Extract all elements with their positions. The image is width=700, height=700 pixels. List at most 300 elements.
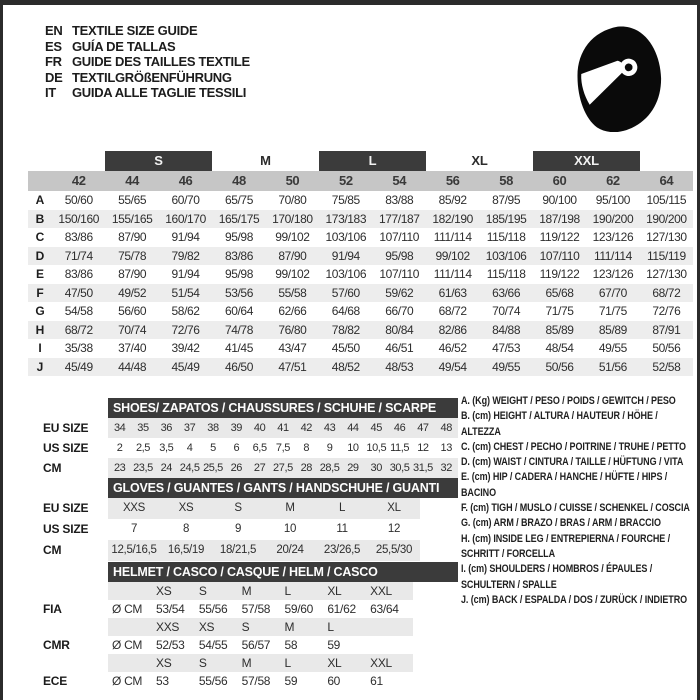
size-cell: 44 [347,422,359,434]
table-row [28,358,693,377]
row-label: D [35,248,45,263]
size-cell: 26 [230,462,243,474]
column-header: 58 [499,173,513,188]
value-cell: 91/94 [171,267,200,281]
value-cell: 95/98 [224,267,253,281]
value-cell: 115/119 [646,248,686,263]
size-group-l: L [319,151,426,171]
size-cell: 38 [207,422,219,434]
value-cell: 91/94 [331,248,360,263]
size-cell: 42 [300,422,312,434]
value-cell: 90/100 [542,193,577,207]
value-cell: 107/110 [539,248,580,263]
column-header: 48 [232,173,246,188]
size-cell: 2 [116,442,123,454]
value-cell: 47/50 [64,285,93,300]
column-header: 46 [178,173,193,188]
value-cell: 185/195 [485,211,527,226]
value-cell: 83/86 [224,248,253,263]
size-cell: 12 [387,523,401,535]
value-cell: 105/115 [646,193,687,207]
language-row [45,23,250,39]
size-group-s: S [105,151,212,171]
size-cell: XS [198,620,215,634]
value-cell: 68/72 [652,285,681,300]
value-cell: 63/64 [370,602,399,616]
row-label: US SIZE [43,522,89,536]
size-group-header-row [28,151,693,171]
legend-item: C. (cm) CHEST / PECHO / POITRINE / TRUHE / PETTO [461,440,686,453]
label-spacer [43,654,70,672]
value-cell: 127/130 [646,267,687,281]
value-cell: 48/53 [385,359,414,374]
helmet-standard-labels [43,582,70,690]
row-label: H [35,322,45,337]
value-cell: 76/80 [278,322,307,337]
value-cell: 91/94 [171,230,200,244]
size-cell: XL [387,502,401,514]
value-cell: 55/58 [278,285,307,300]
size-cell: 25,5 [203,462,223,474]
row-label: CM [43,543,62,557]
value-cell: 47/51 [278,359,307,374]
column-header: 42 [71,173,86,188]
value-cell: 165/175 [218,211,260,226]
size-cell: 8 [182,523,190,535]
legend-item: F. (cm) TIGH / MUSLO / CUISSE / SCHENKEL / COSCIA [461,502,690,515]
value-cell: 59 [327,638,341,652]
value-cell: 55/56 [198,674,228,688]
value-cell: 71/74 [64,248,93,263]
legend-item: B. (cm) HEIGHT / ALTURA / HAUTEUR / HÖHE / ALTEZZA [461,410,658,438]
size-cell: 46 [393,422,406,434]
label-spacer [43,582,70,600]
value-cell: 83/86 [64,230,93,244]
language-title: GUÍA DE TALLAS [72,38,176,54]
value-cell: 170/180 [272,211,313,226]
size-cell: S [198,584,207,598]
value-cell: 173/183 [325,211,367,226]
column-header: 52 [338,173,353,188]
gloves-section-title: GLOVES / GUANTES / GANTS / HANDSCHUHE / GUANTI [108,478,458,498]
value-cell: 111/114 [433,267,472,281]
value-cell: 119/122 [539,267,580,281]
value-cell: 115/118 [486,230,526,244]
value-cell: 85/89 [545,322,574,337]
value-cell: 59 [284,674,298,688]
value-cell: 71/75 [598,304,627,318]
value-cell: 59/62 [385,285,414,300]
value-cell: 37/40 [118,341,147,355]
unit-spacer [108,654,156,672]
value-cell: 62/66 [278,304,307,318]
value-cell: 51/56 [598,359,627,374]
legend-item: D. (cm) WAIST / CINTURA / TAILLE / HÜFTUNG / VITA [461,456,684,469]
value-cell: 74/78 [224,322,253,337]
row-label: EU SIZE [43,501,89,515]
size-group-xl: XL [471,153,488,168]
size-cell: XXL [370,656,392,670]
value-cell: 41/45 [224,341,253,355]
value-cell: 187/198 [539,211,580,226]
gloves-row-cm [108,540,420,561]
size-cell: 43 [323,422,336,434]
value-cell: 80/84 [385,322,414,337]
size-cell: 45 [370,422,382,434]
size-cell: 20/24 [276,544,304,556]
legend-item: E. (cm) HIP / CADERA / HANCHE / HÜFTE / HIPS / BACINO [461,471,668,499]
language-title: TEXTILE SIZE GUIDE [72,23,198,38]
language-code: FR [45,54,62,70]
value-cell: 39/42 [171,341,200,355]
standard-label: CMR [43,638,70,652]
size-cell: XL [327,656,342,670]
helmet-value-row [108,636,413,654]
value-cell: 53/56 [224,285,253,300]
value-cell: 60 [327,674,341,688]
value-cell: 78/82 [331,322,360,337]
gloves-row-us [108,519,420,540]
size-cell: 8 [303,442,310,454]
value-cell: 70/74 [492,304,521,318]
measurement-legend [461,394,699,608]
size-cell: 3,5 [159,442,174,454]
unit-label: Ø CM [112,602,143,616]
size-cell: 5 [210,442,216,454]
row-label: J [36,359,44,374]
value-cell: 57/58 [241,674,271,688]
table-row [28,228,693,247]
size-cell: 27,5 [273,462,293,474]
value-cell: 68/72 [438,304,467,318]
language-row [45,85,250,101]
size-cell: 11 [336,523,348,535]
value-cell: 111/114 [433,230,472,244]
value-cell: 103/106 [325,267,367,281]
value-cell: 53/54 [156,602,185,616]
size-cell: 23,5 [133,462,153,474]
label-spacer [43,618,70,636]
value-cell: 87/90 [118,267,147,281]
unit-label: Ø CM [112,638,143,652]
column-header: 54 [392,173,407,188]
size-cell: XS [156,584,172,598]
column-header: 62 [606,173,620,188]
value-cell: 52/58 [652,359,681,374]
value-cell: 119/122 [539,230,580,244]
gloves-row-labels [43,498,88,561]
value-cell: 48/54 [545,341,574,355]
value-cell: 44/48 [118,359,147,374]
value-cell: 45/49 [64,359,93,374]
value-cell: 54/58 [64,304,93,318]
value-cell: 50/56 [652,341,681,355]
size-cell [370,618,413,636]
language-code: IT [45,85,56,101]
language-title: TEXTILGRÖßENFÜHRUNG [72,69,232,85]
value-cell: 46/50 [224,359,253,374]
size-cell: 48 [440,422,452,434]
value-cell: 61/63 [438,285,467,300]
size-group-m: M [260,153,271,168]
size-cell: 39 [230,422,243,434]
unit-spacer [108,582,156,600]
size-cell: 28,5 [319,462,340,474]
size-cell: 9 [326,442,333,454]
textile-table-body [28,191,693,376]
size-cell: L [327,620,334,634]
value-cell: 49/55 [492,359,521,374]
legend-item: A. (Kg) WEIGHT / PESO / POIDS / GEWITCH / PESO [461,395,676,407]
size-cell: 41 [277,422,289,434]
value-cell: 53 [156,674,169,688]
table-row [28,210,693,229]
row-label: US SIZE [43,441,89,455]
value-cell: 68/72 [64,322,93,337]
size-cell: 27 [253,462,266,474]
size-cell: 40 [253,422,266,434]
shoes-row-us [108,438,458,458]
value-cell: 35/38 [64,341,93,355]
value-cell: 67/70 [598,285,627,300]
value-cell: 123/126 [592,267,634,281]
value-cell: 72/76 [652,304,681,318]
value-cell: 46/51 [385,341,414,355]
helmet-icon [574,26,664,132]
row-label: E [35,267,44,281]
value-cell: 150/160 [58,211,99,226]
column-header: 50 [285,173,300,188]
table-row [28,321,693,340]
helmet-value-row [108,600,413,618]
value-cell: 75/78 [118,248,147,263]
value-cell: 45/49 [171,359,200,374]
value-cell: 83/86 [64,267,93,281]
value-cell: 72/76 [171,322,200,337]
value-cell: 49/52 [118,285,147,300]
value-cell: 84/88 [492,322,521,337]
value-cell: 70/74 [118,322,147,337]
helmet-table [108,582,413,690]
value-cell: 177/187 [378,211,420,226]
value-cell: 48/52 [331,359,360,374]
value-cell: 95/98 [385,248,414,263]
column-header: 60 [552,173,567,188]
value-cell: 61/62 [327,602,356,616]
size-cell: 28 [300,462,312,474]
column-header-row [28,171,693,191]
value-cell: 127/130 [646,230,687,244]
value-cell: 95/98 [224,230,253,244]
table-row [28,265,693,284]
value-cell: 45/50 [331,341,360,355]
textile-size-table [28,151,693,376]
size-cell: 13 [440,442,452,454]
value-cell: 65/75 [224,193,253,207]
language-row [45,39,250,55]
size-cell: 4 [186,442,193,454]
size-cell: XS [178,502,194,514]
language-code: DE [45,69,63,85]
value-cell: 46/52 [438,341,467,355]
value-cell: 115/118 [486,267,526,281]
size-cell: XS [156,656,172,670]
size-cell: M [284,620,295,634]
shoes-row-labels [43,418,88,478]
value-cell: 55/65 [118,193,147,207]
legend-item: J. (cm) BACK / ESPALDA / DOS / ZURÜCK / INDIETRO [461,593,688,606]
standard-label: ECE [43,674,68,688]
size-cell: 10,5 [366,442,387,454]
legend-item: H. (cm) INSIDE LEG / ENTREPIERNA / FOURCHE / SCHRITT / FORCELLA [461,532,671,560]
size-cell: 10 [283,523,297,535]
value-cell: 107/110 [379,267,420,281]
value-cell: 56/60 [118,304,147,318]
size-cell: 30,5 [389,462,410,474]
value-cell: 71/75 [545,304,574,318]
size-cell: 35 [137,422,149,434]
size-cell: 6 [233,442,240,454]
row-label: A [35,193,45,207]
size-cell: 23 [113,462,126,474]
table-row [28,339,693,358]
row-label: B [35,211,45,226]
shoes-row-cm [108,458,458,478]
unit-label: Ø CM [112,674,143,688]
size-cell: 29 [347,462,359,474]
value-cell: 49/54 [438,359,467,374]
group-spacer [28,151,105,171]
value-cell: 85/92 [438,193,467,207]
value-cell: 155/165 [111,211,153,226]
value-cell: 103/106 [485,248,527,263]
value-cell: 75/85 [331,193,360,207]
row-label: C [35,230,45,244]
value-cell: 85/89 [598,322,627,337]
value-cell: 49/55 [598,341,627,355]
value-cell: 60/64 [224,304,253,318]
language-row [45,54,250,70]
value-cell: 111/114 [593,248,632,263]
size-cell: 24 [160,462,173,474]
value-cell: 43/47 [278,341,307,355]
size-cell: 18/21,5 [219,544,257,556]
size-cell: 32 [440,462,452,474]
size-cell: 47 [417,422,429,434]
value-cell: 66/70 [385,304,414,318]
table-row [28,302,693,321]
row-label: I [38,341,42,355]
value-cell: 190/200 [592,211,634,226]
size-cell: 11,5 [390,442,410,454]
value-cell: 54/55 [198,638,228,652]
language-list [45,23,250,101]
size-cell: S [198,656,207,670]
size-cell: 12,5/16,5 [111,544,157,556]
table-row [28,247,693,266]
value-cell: 103/106 [325,230,367,244]
size-cell: M [285,502,295,514]
size-cell: L [284,656,291,670]
language-row [45,70,250,86]
value-cell: 99/102 [275,267,310,281]
legend-item: G. (cm) ARM / BRAZO / BRAS / ARM / BRACCIO [461,517,661,530]
size-cell: XXS [122,502,146,514]
size-cell: L [284,584,291,598]
unit-spacer [108,618,156,636]
shoes-section-title: SHOES/ ZAPATOS / CHAUSSURES / SCHUHE / SCARPE [108,398,458,418]
language-title: GUIDA ALLE TAGLIE TESSILI [72,85,247,101]
value-cell: 123/126 [592,230,634,244]
value-cell: 50/60 [64,193,93,207]
value-cell: 60/70 [171,193,200,207]
value-cell: 182/190 [432,211,473,226]
row-label: CM [43,461,62,475]
size-cell: XL [327,584,342,598]
value-cell: 70/80 [278,193,307,207]
size-cell: 24,5 [179,462,200,474]
column-header: 44 [125,173,139,188]
size-cell: M [241,584,252,598]
table-row [28,284,693,303]
value-cell: 63/66 [492,285,521,300]
row-label: G [35,304,45,318]
row-label: EU SIZE [43,421,89,435]
language-title: GUIDE DES TAILLES TEXTILE [72,54,250,70]
value-cell: 190/200 [646,211,687,226]
size-cell: 6,5 [252,442,267,454]
column-header: 56 [445,173,460,188]
value-cell: 51/54 [171,285,200,300]
size-cell: 25,5/30 [375,544,413,556]
value-cell: 65/68 [545,285,574,300]
value-cell: 57/60 [331,285,360,300]
helmet-size-row [108,582,413,600]
value-cell: 61 [370,674,383,688]
value-cell: 64/68 [331,304,360,318]
standard-label: FIA [43,602,62,616]
value-cell [370,636,413,654]
size-cell: S [234,502,242,514]
column-header: 64 [659,173,674,188]
helmet-section-title: HELMET / CASCO / CASQUE / HELM / CASCO [108,562,458,582]
value-cell: 83/88 [385,193,414,207]
size-cell: 36 [160,422,173,434]
size-cell: 7,5 [275,442,290,454]
size-group-xxl: XXL [533,151,640,171]
row-label: F [36,285,44,300]
value-cell: 95/100 [595,193,631,207]
legend-item: I. (cm) SHOULDERS / HOMBROS / ÉPAULES / SCHULTERN / SPALLE [461,563,653,591]
value-cell: 87/90 [278,248,307,263]
size-cell: 23/26,5 [323,544,361,556]
language-code: ES [45,38,62,54]
size-cell: XXS [156,620,180,634]
gloves-row-eu [108,498,420,519]
value-cell: 59/60 [284,602,314,616]
value-cell: 87/91 [652,322,681,337]
size-cell: 37 [183,422,196,434]
size-cell: L [338,502,346,514]
size-cell: 9 [234,523,242,535]
size-cell: 2,5 [135,442,151,454]
value-cell: 47/53 [492,341,521,355]
helmet-size-row [108,618,413,636]
size-cell: 10 [347,442,359,454]
shoes-table [108,418,458,478]
table-row [28,191,693,210]
value-cell: 87/95 [492,193,521,207]
